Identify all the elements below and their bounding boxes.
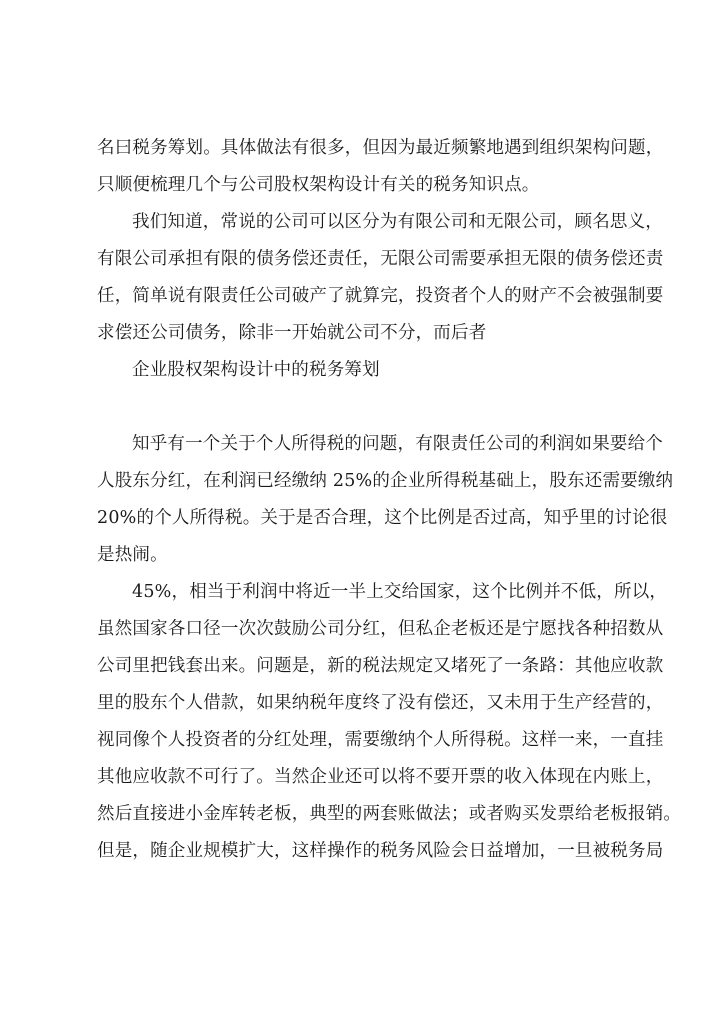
paragraph-line: 有限公司承担有限的债务偿还责任，无限公司需要承担无限的债务偿还责	[97, 249, 664, 269]
paragraph-line: 求偿还公司债务，除非一开始就公司不分，而后者	[97, 323, 487, 343]
paragraph-line: 然后直接进小金库转老板，典型的两套账做法；或者购买发票给老板报销。	[97, 804, 682, 824]
paragraph-line: 20%的个人所得税。关于是否合理，这个比例是否过高，知乎里的讨论很	[97, 508, 668, 528]
paragraph-line: 我们知道，常说的公司可以区分为有限公司和无限公司，顾名思义，	[132, 212, 663, 232]
section-title: 企业股权架构设计中的税务筹划	[132, 360, 380, 380]
paragraph-line: 视同像个人投资者的分红处理，需要缴纳个人所得税。这样一来，一直挂	[97, 730, 664, 750]
paragraph-line: 名曰税务筹划。具体做法有很多，但因为最近频繁地遇到组织架构问题，	[97, 138, 664, 158]
paragraph-line: 但是，随企业规模扩大，这样操作的税务风险会日益增加，一旦被税务局	[97, 841, 664, 861]
paragraph-line: 里的股东个人借款，如果纳税年度终了没有偿还，又未用于生产经营的，	[97, 693, 664, 713]
paragraph-line: 人股东分红，在利润已经缴纳 25%的企业所得税基础上，股东还需要缴纳	[97, 471, 674, 491]
paragraph-line: 虽然国家各口径一次次鼓励公司分红，但私企老板还是宁愿找各种招数从	[97, 619, 664, 639]
paragraph-line: 任，简单说有限责任公司破产了就算完，投资者个人的财产不会被强制要	[97, 286, 664, 306]
paragraph-line: 知乎有一个关于个人所得税的问题，有限责任公司的利润如果要给个	[132, 434, 663, 454]
paragraph-line: 45%，相当于利润中将近一半上交给国家，这个比例并不低，所以，	[132, 582, 668, 602]
paragraph-line: 只顺便梳理几个与公司股权架构设计有关的税务知识点。	[97, 175, 540, 195]
paragraph-line: 是热闹。	[97, 545, 168, 565]
paragraph-line: 其他应收款不可行了。当然企业还可以将不要开票的收入体现在内账上，	[97, 767, 664, 787]
paragraph-line: 公司里把钱套出来。问题是，新的税法规定又堵死了一条路：其他应收款	[97, 656, 664, 676]
